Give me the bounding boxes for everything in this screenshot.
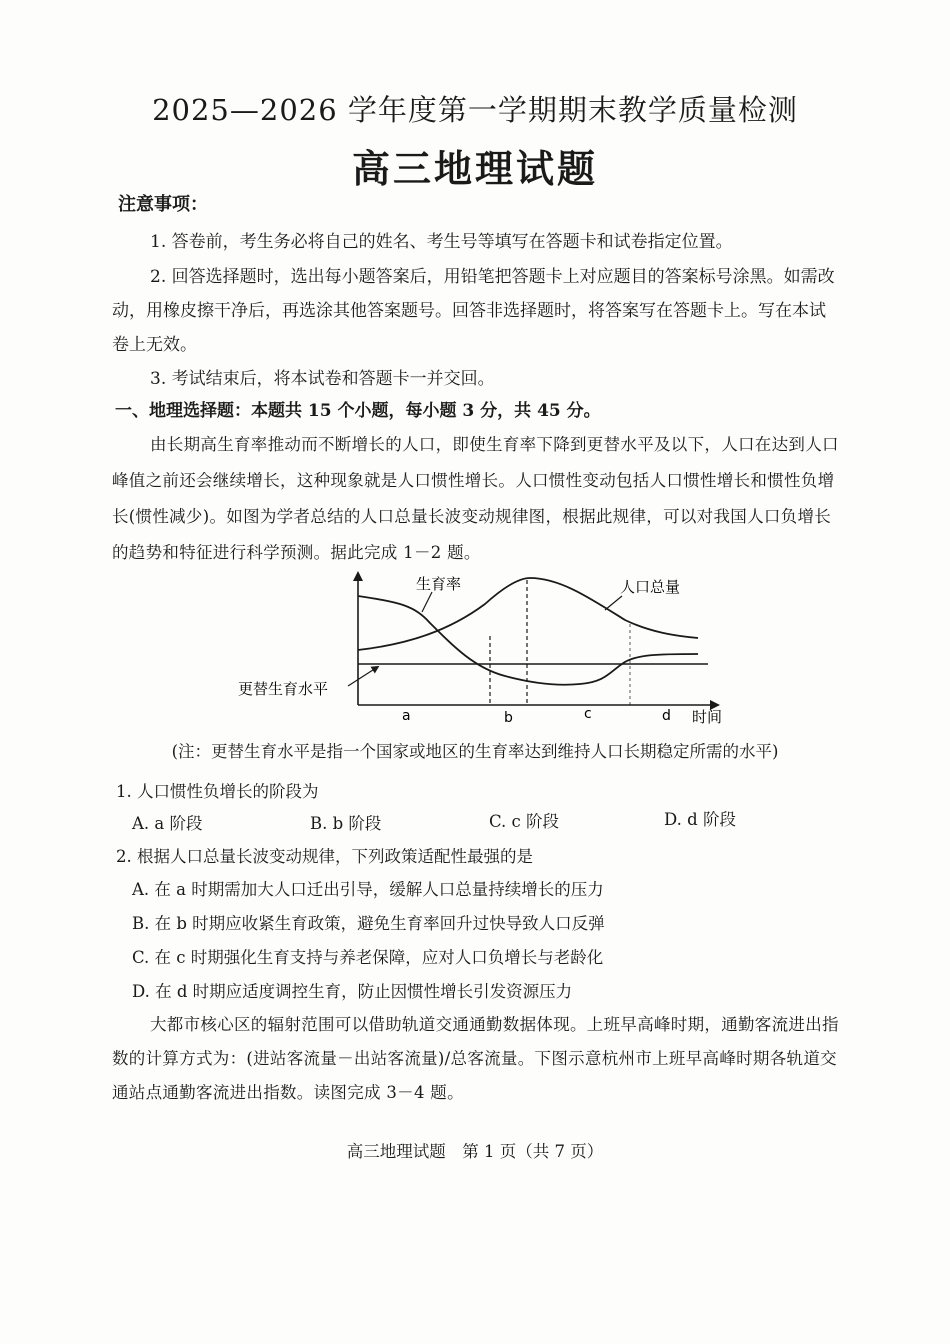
stage-label-a: a — [402, 708, 411, 724]
population-total-label: 人口总量 — [620, 578, 681, 596]
stage-label-d: d — [662, 708, 671, 724]
replacement-level-label: 更替生育水平 — [238, 680, 329, 698]
stage-label-b: b — [504, 710, 513, 726]
stage-label-c: c — [584, 706, 592, 722]
notice-heading: 注意事项： — [118, 194, 208, 215]
section-title: 一、地理选择题：本题共 15 个小题，每小题 3 分，共 45 分。 — [115, 401, 601, 421]
intro-paragraph-2: 大都市核心区的辐射范围可以借助轨道交通通勤数据体现。上班早高峰时期，通勤客流进出指数的计算方式为：(进站客流量－出站客流量)/总客流量。下图示意杭州市上班早高峰时期各轨道交通站点通勤客流进出指数。读图完成 3－4 题。 — [112, 1015, 839, 1102]
fertility-rate-label: 生育率 — [416, 575, 462, 593]
question-1-option-b: B. b 阶段 — [310, 814, 382, 833]
question-2-option-b: B. 在 b 时期应收紧生育政策，避免生育率回升过快导致人口反弹 — [132, 914, 605, 933]
question-1-option-a: A. a 阶段 — [132, 814, 203, 833]
question-2-stem: 2. 根据人口总量长波变动规律，下列政策适配性最强的是 — [116, 847, 533, 866]
notice-item-2: 2. 回答选择题时，选出每小题答案后，用铅笔把答题卡上对应题目的答案标号涂黑。如需改动，用橡皮擦干净后，再选涂其他答案题号。回答非选择题时，将答案写在答题卡上。写在本试卷上无效。 — [112, 267, 835, 355]
intro-paragraph-1: 由长期高生育率推动而不断增长的人口，即使生育率下降到更替水平及以下，人口在达到人口峰值之前还会继续增长，这种现象就是人口惯性增长。人口惯性变动包括人口惯性增长和惯性负增长(惯性减少)。如图为学者总结的人口总量长波变动规律图，根据此规律，可以对我国人口负增长的趋势和特征进行科学预测。据此完成 1－2 题。 — [112, 435, 839, 562]
question-2-option-c: C. 在 c 时期强化生育支持与养老保障，应对人口负增长与老龄化 — [132, 948, 604, 967]
question-2-option-d: D. 在 d 时期应适度调控生育，防止因惯性增长引发资源压力 — [132, 982, 573, 1001]
question-1-option-d: D. d 阶段 — [664, 810, 736, 829]
question-1-option-c: C. c 阶段 — [489, 812, 560, 831]
chart-note: (注：更替生育水平是指一个国家或地区的生育率达到维持人口长期稳定所需的水平) — [171, 742, 779, 761]
notice-item-1: 1. 答卷前，考生务必将自己的姓名、考生号等填写在答题卡和试卷指定位置。 — [150, 232, 733, 252]
exam-title: 2025—2026 学年度第一学期期末教学质量检测 — [152, 93, 798, 127]
page-footer: 高三地理试题 第 1 页（共 7 页） — [346, 1142, 604, 1161]
notice-item-3: 3. 考试结束后，将本试卷和答题卡一并交回。 — [150, 369, 495, 389]
population-chart — [230, 568, 750, 736]
population-label-pointer — [605, 596, 622, 610]
question-2-option-a: A. 在 a 时期需加大人口迁出引导，缓解人口总量持续增长的压力 — [132, 880, 604, 899]
replacement-label-pointer — [348, 668, 376, 686]
fertility-label-pointer — [422, 592, 432, 612]
subject-title: 高三地理试题 — [351, 146, 598, 191]
question-1-stem: 1. 人口惯性负增长的阶段为 — [116, 782, 319, 801]
x-axis-label: 时间 — [692, 708, 723, 726]
